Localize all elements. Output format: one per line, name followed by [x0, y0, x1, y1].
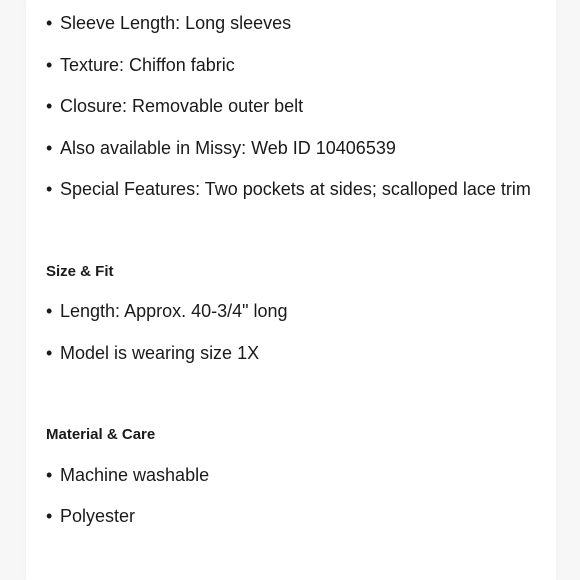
bullet-glyph: • [46, 96, 53, 116]
bullet-glyph: • [46, 506, 53, 526]
detail-text: Special Features: Two pockets at sides; scalloped lace trim [60, 179, 531, 199]
detail-text: Closure: Removable outer belt [60, 96, 304, 116]
care-bullet-polyester [46, 504, 135, 528]
bullet-glyph: • [46, 13, 53, 33]
detail-text: Texture: Chiffon fabric [60, 55, 235, 75]
bullet-glyph: • [46, 138, 53, 158]
detail-bullet-special-features [46, 177, 531, 201]
bullet-glyph: • [46, 343, 53, 363]
care-bullet-machine-washable [46, 463, 209, 487]
size-fit-heading: Size & Fit [46, 263, 114, 280]
detail-bullet-texture [46, 53, 235, 77]
size-bullet-model-size [46, 341, 259, 365]
detail-bullet-closure [46, 94, 303, 118]
detail-bullet-also-available [46, 136, 396, 160]
size-text: Length: Approx. 40-3/4" long [60, 301, 288, 321]
material-care-heading: Material & Care [46, 426, 156, 443]
bullet-glyph: • [46, 465, 53, 485]
bullet-glyph: • [46, 179, 53, 199]
care-text: Polyester [60, 506, 136, 526]
care-text: Machine washable [60, 465, 210, 485]
size-text: Model is wearing size 1X [60, 343, 260, 363]
detail-bullet-sleeve-length [46, 11, 291, 35]
bullet-glyph: • [46, 301, 53, 321]
bullet-glyph: • [46, 55, 53, 75]
size-bullet-length [46, 299, 288, 323]
product-details-panel [26, 0, 556, 580]
detail-text: Sleeve Length: Long sleeves [60, 13, 292, 33]
detail-text: Also available in Missy: Web ID 10406539 [60, 138, 396, 158]
